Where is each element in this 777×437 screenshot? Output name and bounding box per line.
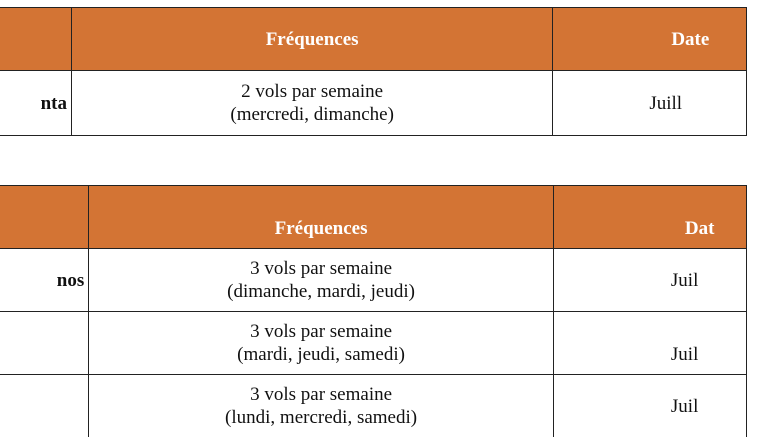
date-cell: Juil (553, 375, 746, 437)
table-row (0, 312, 747, 375)
header-cell-frequencies: Fréquences (89, 186, 554, 249)
header-cell-dates: Dat (553, 186, 746, 249)
table-header-row (0, 186, 747, 249)
table-row (0, 375, 747, 437)
flight-schedule-table-2 (0, 185, 747, 437)
date-cell: Juill (553, 71, 747, 136)
frequency-cell (89, 375, 554, 437)
route-cell (0, 312, 89, 375)
header-cell-frequencies: Fréquences (71, 8, 552, 71)
frequency-days: (lundi, mercredi, samedi) (225, 407, 418, 428)
table-row (0, 249, 747, 312)
flight-schedule-table-1 (0, 7, 747, 136)
frequency-count: 3 vols par semaine (250, 258, 393, 279)
frequency-count: 2 vols par semaine (241, 81, 384, 102)
frequency-cell (89, 312, 554, 375)
header-cell-route (0, 186, 89, 249)
table-header-row (0, 8, 747, 71)
route-cell: nta (0, 71, 71, 136)
date-cell: Juil (553, 312, 746, 375)
frequency-cell (89, 249, 554, 312)
frequency-days: (mardi, jeudi, samedi) (237, 344, 405, 365)
header-cell-dates: Date (553, 8, 747, 71)
route-cell: nos (0, 249, 89, 312)
frequency-count: 3 vols par semaine (250, 384, 393, 405)
frequency-count: 3 vols par semaine (250, 321, 393, 342)
date-cell: Juil (553, 249, 746, 312)
table-row (0, 71, 747, 136)
header-cell-route (0, 8, 71, 71)
route-cell (0, 375, 89, 437)
frequency-days: (dimanche, mardi, jeudi) (227, 281, 415, 302)
frequency-cell (71, 71, 552, 136)
frequency-days: (mercredi, dimanche) (230, 104, 394, 125)
